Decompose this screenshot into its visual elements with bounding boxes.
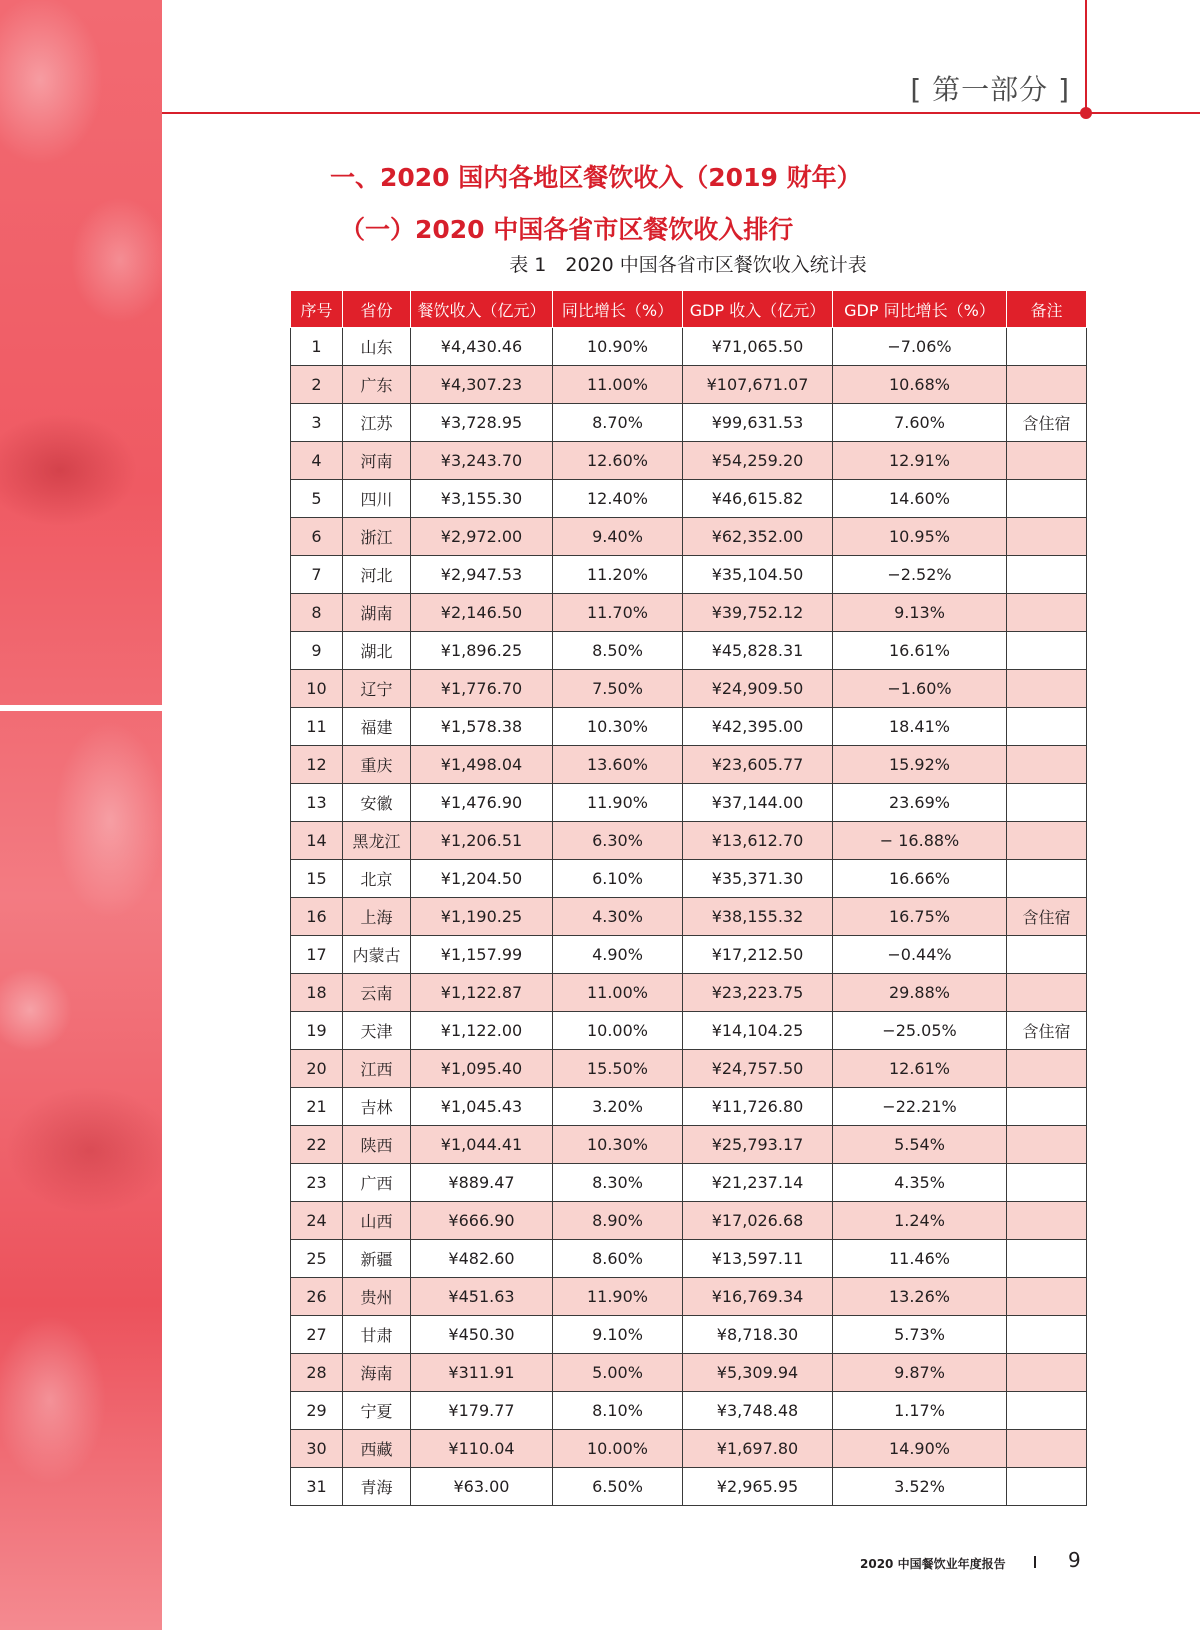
cell-province: 广西 bbox=[343, 1164, 411, 1202]
cell-revenue: ¥666.90 bbox=[411, 1202, 553, 1240]
table-row bbox=[291, 1240, 1087, 1278]
cell-gdp: ¥21,237.14 bbox=[683, 1164, 833, 1202]
cell-notes bbox=[1007, 822, 1087, 860]
cell-rank: 20 bbox=[291, 1050, 343, 1088]
cell-notes bbox=[1007, 556, 1087, 594]
cell-revenue-growth: 13.60% bbox=[553, 746, 683, 784]
cell-province: 山东 bbox=[343, 328, 411, 366]
cell-gdp: ¥8,718.30 bbox=[683, 1316, 833, 1354]
cell-province: 天津 bbox=[343, 1012, 411, 1050]
cell-rank: 17 bbox=[291, 936, 343, 974]
section-heading: 一、2020 国内各地区餐饮收入（2019 财年） bbox=[330, 163, 862, 192]
cell-notes bbox=[1007, 708, 1087, 746]
cell-revenue: ¥1,045.43 bbox=[411, 1088, 553, 1126]
cell-gdp: ¥99,631.53 bbox=[683, 404, 833, 442]
table-row bbox=[291, 974, 1087, 1012]
table-row bbox=[291, 822, 1087, 860]
cell-revenue: ¥4,307.23 bbox=[411, 366, 553, 404]
cell-rank: 25 bbox=[291, 1240, 343, 1278]
cell-revenue-growth: 7.50% bbox=[553, 670, 683, 708]
cell-gdp: ¥24,757.50 bbox=[683, 1050, 833, 1088]
cell-revenue-growth: 10.30% bbox=[553, 708, 683, 746]
cell-rank: 1 bbox=[291, 328, 343, 366]
cell-province: 安徽 bbox=[343, 784, 411, 822]
cell-revenue-growth: 8.50% bbox=[553, 632, 683, 670]
cell-gdp-growth: 10.95% bbox=[833, 518, 1007, 556]
cell-notes bbox=[1007, 860, 1087, 898]
cell-gdp-growth: −22.21% bbox=[833, 1088, 1007, 1126]
cell-gdp: ¥17,212.50 bbox=[683, 936, 833, 974]
cell-revenue-growth: 11.90% bbox=[553, 1278, 683, 1316]
cell-province: 宁夏 bbox=[343, 1392, 411, 1430]
restaurant-revenue-table bbox=[290, 290, 1087, 1506]
cell-gdp-growth: 4.35% bbox=[833, 1164, 1007, 1202]
cell-gdp: ¥37,144.00 bbox=[683, 784, 833, 822]
table-row bbox=[291, 1012, 1087, 1050]
cell-gdp-growth: 16.75% bbox=[833, 898, 1007, 936]
footer-separator bbox=[1034, 1556, 1036, 1568]
cell-revenue: ¥63.00 bbox=[411, 1468, 553, 1506]
cell-notes: 含住宿 bbox=[1007, 898, 1087, 936]
cell-gdp-growth: 14.60% bbox=[833, 480, 1007, 518]
cell-revenue: ¥110.04 bbox=[411, 1430, 553, 1468]
cell-rank: 31 bbox=[291, 1468, 343, 1506]
cell-rank: 21 bbox=[291, 1088, 343, 1126]
cell-gdp-growth: −25.05% bbox=[833, 1012, 1007, 1050]
cell-province: 新疆 bbox=[343, 1240, 411, 1278]
cell-province: 青海 bbox=[343, 1468, 411, 1506]
column-header-revenue: 餐饮收入（亿元） bbox=[411, 291, 553, 328]
cell-notes bbox=[1007, 1202, 1087, 1240]
cell-province: 贵州 bbox=[343, 1278, 411, 1316]
cell-revenue: ¥1,578.38 bbox=[411, 708, 553, 746]
cell-gdp-growth: 11.46% bbox=[833, 1240, 1007, 1278]
cell-gdp-growth: 1.24% bbox=[833, 1202, 1007, 1240]
cell-province: 上海 bbox=[343, 898, 411, 936]
cell-revenue-growth: 3.20% bbox=[553, 1088, 683, 1126]
cell-rank: 10 bbox=[291, 670, 343, 708]
cell-province: 甘肃 bbox=[343, 1316, 411, 1354]
cell-gdp-growth: 13.26% bbox=[833, 1278, 1007, 1316]
table-row bbox=[291, 404, 1087, 442]
cell-rank: 14 bbox=[291, 822, 343, 860]
cell-rank: 9 bbox=[291, 632, 343, 670]
cell-gdp-growth: 5.54% bbox=[833, 1126, 1007, 1164]
cell-revenue: ¥1,095.40 bbox=[411, 1050, 553, 1088]
cell-province: 山西 bbox=[343, 1202, 411, 1240]
cell-gdp: ¥25,793.17 bbox=[683, 1126, 833, 1164]
table-header-row bbox=[291, 291, 1087, 328]
cell-notes bbox=[1007, 974, 1087, 1012]
cell-gdp-growth: 14.90% bbox=[833, 1430, 1007, 1468]
cell-rank: 24 bbox=[291, 1202, 343, 1240]
cell-gdp: ¥1,697.80 bbox=[683, 1430, 833, 1468]
cell-notes: 含住宿 bbox=[1007, 1012, 1087, 1050]
cell-revenue-growth: 6.10% bbox=[553, 860, 683, 898]
header-rule-dot bbox=[1080, 107, 1092, 119]
cell-province: 黑龙江 bbox=[343, 822, 411, 860]
cell-province: 内蒙古 bbox=[343, 936, 411, 974]
table-row bbox=[291, 366, 1087, 404]
section-tag: [ 第一部分 ] bbox=[910, 73, 1070, 106]
table-row bbox=[291, 784, 1087, 822]
cell-revenue: ¥1,896.25 bbox=[411, 632, 553, 670]
cell-revenue-growth: 10.00% bbox=[553, 1430, 683, 1468]
cell-revenue: ¥3,728.95 bbox=[411, 404, 553, 442]
table-row bbox=[291, 1316, 1087, 1354]
cell-revenue-growth: 10.30% bbox=[553, 1126, 683, 1164]
cell-gdp: ¥14,104.25 bbox=[683, 1012, 833, 1050]
cell-gdp: ¥13,597.11 bbox=[683, 1240, 833, 1278]
cell-revenue: ¥2,146.50 bbox=[411, 594, 553, 632]
cell-notes bbox=[1007, 328, 1087, 366]
cell-gdp: ¥11,726.80 bbox=[683, 1088, 833, 1126]
table-row bbox=[291, 1392, 1087, 1430]
cell-rank: 19 bbox=[291, 1012, 343, 1050]
cell-rank: 27 bbox=[291, 1316, 343, 1354]
cell-rank: 22 bbox=[291, 1126, 343, 1164]
column-header-rank: 序号 bbox=[291, 291, 343, 328]
cell-gdp: ¥23,605.77 bbox=[683, 746, 833, 784]
cell-rank: 15 bbox=[291, 860, 343, 898]
cell-notes bbox=[1007, 1126, 1087, 1164]
table-row bbox=[291, 860, 1087, 898]
cell-gdp: ¥5,309.94 bbox=[683, 1354, 833, 1392]
cell-revenue-growth: 11.00% bbox=[553, 366, 683, 404]
cell-rank: 23 bbox=[291, 1164, 343, 1202]
cell-gdp-growth: 3.52% bbox=[833, 1468, 1007, 1506]
table-row bbox=[291, 556, 1087, 594]
cell-gdp-growth: −1.60% bbox=[833, 670, 1007, 708]
cell-revenue-growth: 6.50% bbox=[553, 1468, 683, 1506]
cell-rank: 6 bbox=[291, 518, 343, 556]
cell-revenue: ¥1,044.41 bbox=[411, 1126, 553, 1164]
cell-gdp-growth: 7.60% bbox=[833, 404, 1007, 442]
cell-gdp: ¥107,671.07 bbox=[683, 366, 833, 404]
cell-gdp: ¥45,828.31 bbox=[683, 632, 833, 670]
cell-revenue-growth: 11.00% bbox=[553, 974, 683, 1012]
cell-gdp: ¥2,965.95 bbox=[683, 1468, 833, 1506]
header-rule bbox=[162, 112, 1200, 114]
table-row bbox=[291, 1164, 1087, 1202]
cell-revenue: ¥482.60 bbox=[411, 1240, 553, 1278]
cell-gdp: ¥54,259.20 bbox=[683, 442, 833, 480]
cell-notes bbox=[1007, 746, 1087, 784]
cell-rank: 12 bbox=[291, 746, 343, 784]
cell-gdp-growth: 16.61% bbox=[833, 632, 1007, 670]
cell-revenue: ¥1,204.50 bbox=[411, 860, 553, 898]
table-row bbox=[291, 1430, 1087, 1468]
cell-notes bbox=[1007, 480, 1087, 518]
cell-province: 湖北 bbox=[343, 632, 411, 670]
cell-province: 西藏 bbox=[343, 1430, 411, 1468]
table-row bbox=[291, 594, 1087, 632]
cell-rank: 5 bbox=[291, 480, 343, 518]
cell-gdp: ¥35,104.50 bbox=[683, 556, 833, 594]
cell-revenue: ¥1,122.00 bbox=[411, 1012, 553, 1050]
cell-gdp-growth: 5.73% bbox=[833, 1316, 1007, 1354]
column-header-notes: 备注 bbox=[1007, 291, 1087, 328]
cell-province: 福建 bbox=[343, 708, 411, 746]
cell-gdp: ¥3,748.48 bbox=[683, 1392, 833, 1430]
cell-revenue-growth: 6.30% bbox=[553, 822, 683, 860]
cell-gdp-growth: 29.88% bbox=[833, 974, 1007, 1012]
table-row bbox=[291, 1354, 1087, 1392]
cell-revenue-growth: 8.10% bbox=[553, 1392, 683, 1430]
cell-notes bbox=[1007, 442, 1087, 480]
cell-revenue: ¥1,498.04 bbox=[411, 746, 553, 784]
cell-revenue: ¥1,157.99 bbox=[411, 936, 553, 974]
cell-province: 海南 bbox=[343, 1354, 411, 1392]
cell-revenue: ¥889.47 bbox=[411, 1164, 553, 1202]
table-row bbox=[291, 328, 1087, 366]
subsection-heading: （一）2020 中国各省市区餐饮收入排行 bbox=[340, 215, 794, 244]
table-row bbox=[291, 480, 1087, 518]
cell-gdp-growth: 16.66% bbox=[833, 860, 1007, 898]
table-row bbox=[291, 1202, 1087, 1240]
cell-province: 江苏 bbox=[343, 404, 411, 442]
footer-report-name: 2020 中国餐饮业年度报告 bbox=[860, 1557, 1006, 1571]
cell-revenue-growth: 12.60% bbox=[553, 442, 683, 480]
cell-notes: 含住宿 bbox=[1007, 404, 1087, 442]
cell-gdp: ¥24,909.50 bbox=[683, 670, 833, 708]
photo-strip-divider bbox=[0, 705, 162, 711]
table-row bbox=[291, 1468, 1087, 1506]
cell-province: 北京 bbox=[343, 860, 411, 898]
column-header-gdp: GDP 收入（亿元） bbox=[683, 291, 833, 328]
cell-revenue-growth: 12.40% bbox=[553, 480, 683, 518]
cell-province: 河北 bbox=[343, 556, 411, 594]
cell-revenue-growth: 4.30% bbox=[553, 898, 683, 936]
cell-gdp: ¥23,223.75 bbox=[683, 974, 833, 1012]
cell-rank: 16 bbox=[291, 898, 343, 936]
cell-notes bbox=[1007, 1354, 1087, 1392]
cell-revenue-growth: 8.90% bbox=[553, 1202, 683, 1240]
cell-province: 陕西 bbox=[343, 1126, 411, 1164]
cell-notes bbox=[1007, 1278, 1087, 1316]
cell-notes bbox=[1007, 1316, 1087, 1354]
cell-rank: 11 bbox=[291, 708, 343, 746]
cell-revenue-growth: 8.30% bbox=[553, 1164, 683, 1202]
cell-rank: 29 bbox=[291, 1392, 343, 1430]
cell-rank: 8 bbox=[291, 594, 343, 632]
cell-revenue: ¥1,206.51 bbox=[411, 822, 553, 860]
cell-province: 江西 bbox=[343, 1050, 411, 1088]
cell-revenue: ¥2,972.00 bbox=[411, 518, 553, 556]
cell-revenue: ¥451.63 bbox=[411, 1278, 553, 1316]
cell-rank: 18 bbox=[291, 974, 343, 1012]
cell-gdp-growth: 18.41% bbox=[833, 708, 1007, 746]
header-vertical-rule bbox=[1085, 0, 1087, 113]
cell-gdp: ¥39,752.12 bbox=[683, 594, 833, 632]
cell-revenue-growth: 10.00% bbox=[553, 1012, 683, 1050]
page-number: 9 bbox=[1068, 1548, 1081, 1572]
table-row bbox=[291, 518, 1087, 556]
decorative-photo-strip bbox=[0, 0, 162, 1630]
cell-gdp-growth: 12.61% bbox=[833, 1050, 1007, 1088]
cell-revenue-growth: 8.70% bbox=[553, 404, 683, 442]
cell-revenue: ¥3,243.70 bbox=[411, 442, 553, 480]
cell-revenue-growth: 9.10% bbox=[553, 1316, 683, 1354]
cell-notes bbox=[1007, 1088, 1087, 1126]
cell-notes bbox=[1007, 1050, 1087, 1088]
cell-notes bbox=[1007, 632, 1087, 670]
cell-revenue-growth: 11.70% bbox=[553, 594, 683, 632]
cell-rank: 2 bbox=[291, 366, 343, 404]
table-row bbox=[291, 708, 1087, 746]
cell-revenue: ¥2,947.53 bbox=[411, 556, 553, 594]
cell-gdp: ¥46,615.82 bbox=[683, 480, 833, 518]
cell-revenue: ¥1,122.87 bbox=[411, 974, 553, 1012]
cell-revenue: ¥4,430.46 bbox=[411, 328, 553, 366]
cell-revenue-growth: 4.90% bbox=[553, 936, 683, 974]
cell-revenue-growth: 9.40% bbox=[553, 518, 683, 556]
cell-gdp-growth: 9.13% bbox=[833, 594, 1007, 632]
cell-province: 广东 bbox=[343, 366, 411, 404]
cell-revenue: ¥179.77 bbox=[411, 1392, 553, 1430]
cell-gdp: ¥17,026.68 bbox=[683, 1202, 833, 1240]
cell-notes bbox=[1007, 936, 1087, 974]
cell-gdp: ¥16,769.34 bbox=[683, 1278, 833, 1316]
table-caption: 表 1 2020 中国各省市区餐饮收入统计表 bbox=[509, 254, 867, 276]
cell-rank: 28 bbox=[291, 1354, 343, 1392]
table-row bbox=[291, 442, 1087, 480]
cell-notes bbox=[1007, 784, 1087, 822]
cell-notes bbox=[1007, 1468, 1087, 1506]
cell-gdp-growth: 10.68% bbox=[833, 366, 1007, 404]
cell-revenue: ¥1,476.90 bbox=[411, 784, 553, 822]
table-row bbox=[291, 936, 1087, 974]
cell-notes bbox=[1007, 518, 1087, 556]
table-row bbox=[291, 1050, 1087, 1088]
cell-rank: 4 bbox=[291, 442, 343, 480]
cell-gdp-growth: −2.52% bbox=[833, 556, 1007, 594]
cell-gdp: ¥13,612.70 bbox=[683, 822, 833, 860]
cell-notes bbox=[1007, 670, 1087, 708]
table-row bbox=[291, 670, 1087, 708]
cell-rank: 3 bbox=[291, 404, 343, 442]
cell-revenue: ¥1,190.25 bbox=[411, 898, 553, 936]
cell-revenue-growth: 11.20% bbox=[553, 556, 683, 594]
cell-gdp-growth: 9.87% bbox=[833, 1354, 1007, 1392]
cell-province: 重庆 bbox=[343, 746, 411, 784]
cell-revenue-growth: 11.90% bbox=[553, 784, 683, 822]
cell-notes bbox=[1007, 594, 1087, 632]
cell-rank: 26 bbox=[291, 1278, 343, 1316]
cell-province: 四川 bbox=[343, 480, 411, 518]
table-row bbox=[291, 1278, 1087, 1316]
cell-gdp-growth: 1.17% bbox=[833, 1392, 1007, 1430]
cell-rank: 13 bbox=[291, 784, 343, 822]
cell-gdp-growth: 12.91% bbox=[833, 442, 1007, 480]
cell-gdp: ¥71,065.50 bbox=[683, 328, 833, 366]
cell-gdp-growth: − 16.88% bbox=[833, 822, 1007, 860]
column-header-gdp-growth: GDP 同比增长（%） bbox=[833, 291, 1007, 328]
cell-revenue: ¥450.30 bbox=[411, 1316, 553, 1354]
cell-notes bbox=[1007, 1430, 1087, 1468]
cell-rank: 30 bbox=[291, 1430, 343, 1468]
cell-province: 辽宁 bbox=[343, 670, 411, 708]
cell-revenue: ¥311.91 bbox=[411, 1354, 553, 1392]
cell-rank: 7 bbox=[291, 556, 343, 594]
cell-province: 河南 bbox=[343, 442, 411, 480]
cell-gdp: ¥42,395.00 bbox=[683, 708, 833, 746]
cell-gdp-growth: 15.92% bbox=[833, 746, 1007, 784]
cell-notes bbox=[1007, 1240, 1087, 1278]
cell-revenue-growth: 10.90% bbox=[553, 328, 683, 366]
cell-gdp-growth: 23.69% bbox=[833, 784, 1007, 822]
table-row bbox=[291, 898, 1087, 936]
cell-revenue-growth: 5.00% bbox=[553, 1354, 683, 1392]
cell-province: 云南 bbox=[343, 974, 411, 1012]
cell-province: 湖南 bbox=[343, 594, 411, 632]
table-row bbox=[291, 632, 1087, 670]
cell-province: 吉林 bbox=[343, 1088, 411, 1126]
table-row bbox=[291, 1126, 1087, 1164]
cell-notes bbox=[1007, 1392, 1087, 1430]
table-row bbox=[291, 746, 1087, 784]
cell-revenue-growth: 15.50% bbox=[553, 1050, 683, 1088]
cell-revenue: ¥1,776.70 bbox=[411, 670, 553, 708]
cell-notes bbox=[1007, 1164, 1087, 1202]
cell-gdp: ¥62,352.00 bbox=[683, 518, 833, 556]
cell-gdp: ¥35,371.30 bbox=[683, 860, 833, 898]
table-row bbox=[291, 1088, 1087, 1126]
cell-gdp-growth: −7.06% bbox=[833, 328, 1007, 366]
cell-gdp: ¥38,155.32 bbox=[683, 898, 833, 936]
column-header-province: 省份 bbox=[343, 291, 411, 328]
column-header-revenue-growth: 同比增长（%） bbox=[553, 291, 683, 328]
cell-notes bbox=[1007, 366, 1087, 404]
cell-revenue: ¥3,155.30 bbox=[411, 480, 553, 518]
cell-revenue-growth: 8.60% bbox=[553, 1240, 683, 1278]
cell-gdp-growth: −0.44% bbox=[833, 936, 1007, 974]
cell-province: 浙江 bbox=[343, 518, 411, 556]
